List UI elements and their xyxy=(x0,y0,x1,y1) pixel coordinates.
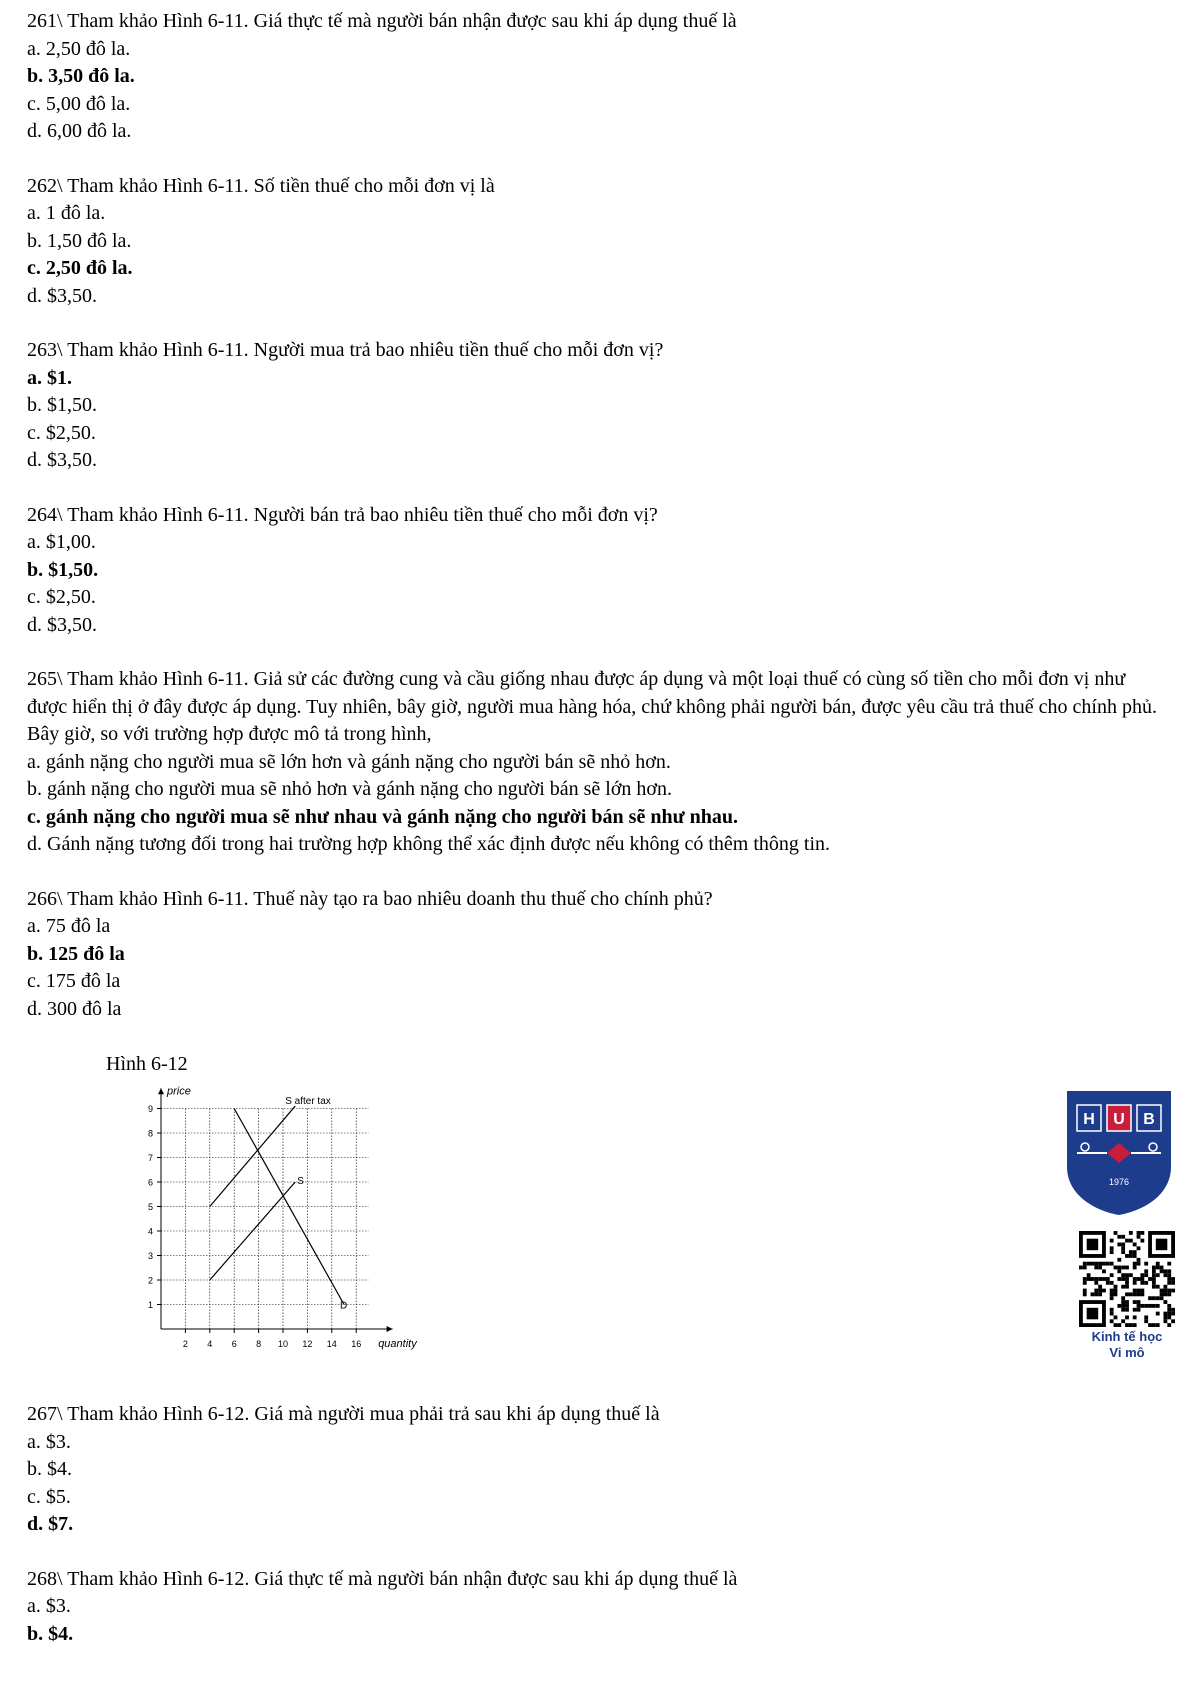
qr-module xyxy=(1167,1292,1171,1296)
qr-module xyxy=(1167,1277,1171,1281)
qr-module xyxy=(1129,1239,1133,1243)
option-b: b. 1,50 đô la. xyxy=(27,229,132,252)
qr-module xyxy=(1156,1262,1160,1266)
qr-module xyxy=(1140,1281,1144,1285)
qr-module xyxy=(1156,1266,1160,1270)
qr-module xyxy=(1137,1292,1141,1296)
qr-module xyxy=(1110,1319,1114,1323)
series-s-after-tax xyxy=(210,1106,295,1206)
qr-module xyxy=(1171,1312,1175,1316)
qr-module xyxy=(1117,1323,1121,1327)
qr-module xyxy=(1083,1292,1087,1296)
option-a: a. gánh nặng cho người mua sẽ lớn hơn và gánh nặng cho người bán sẽ nhỏ hơn. xyxy=(27,750,671,773)
qr-module xyxy=(1098,1292,1102,1296)
figure-block xyxy=(27,1051,1167,1381)
qr-module xyxy=(1137,1304,1141,1308)
qr-module xyxy=(1125,1300,1129,1304)
qr-module xyxy=(1148,1277,1152,1281)
qr-module xyxy=(1171,1281,1175,1285)
qr-module xyxy=(1102,1289,1106,1293)
figure-title: Hình 6-12 xyxy=(106,1053,188,1075)
qr-module xyxy=(1156,1273,1160,1277)
qr-module xyxy=(1098,1266,1102,1270)
qr-module xyxy=(1087,1277,1091,1281)
hub-logo xyxy=(1063,1087,1175,1219)
qr-module xyxy=(1102,1262,1106,1266)
x-tick-label: 2 xyxy=(182,1339,188,1349)
qr-module xyxy=(1117,1258,1121,1262)
qr-module xyxy=(1121,1296,1125,1300)
y-axis-label: price xyxy=(167,1085,191,1098)
qr-module xyxy=(1140,1277,1144,1281)
x-tick-label: 12 xyxy=(302,1339,313,1349)
qr-finder xyxy=(1087,1308,1099,1320)
qr-module xyxy=(1094,1292,1098,1296)
logo-letter-b: B xyxy=(1143,1111,1155,1128)
qr-module xyxy=(1140,1289,1144,1293)
qr-module xyxy=(1160,1296,1164,1300)
qr-module xyxy=(1114,1323,1118,1327)
qr-module xyxy=(1137,1246,1141,1250)
qr-module xyxy=(1133,1308,1137,1312)
x-tick-label: 16 xyxy=(351,1339,362,1349)
qr-module xyxy=(1094,1289,1098,1293)
qr-module xyxy=(1140,1231,1144,1235)
qr-module xyxy=(1171,1319,1175,1323)
series-d xyxy=(234,1109,344,1305)
qr-module xyxy=(1121,1285,1125,1289)
option-c: c. $2,50. xyxy=(27,586,96,608)
qr-module xyxy=(1156,1323,1160,1327)
qr-module xyxy=(1098,1285,1102,1289)
qr-module xyxy=(1110,1292,1114,1296)
footer-label xyxy=(1077,1329,1177,1361)
question-stem: 263\ Tham khảo Hình 6-11. Người mua trả bao nhiêu tiền thuế cho mỗi đơn vị? xyxy=(27,339,664,361)
qr-module xyxy=(1156,1296,1160,1300)
qr-module xyxy=(1110,1239,1114,1243)
qr-module xyxy=(1121,1250,1125,1254)
qr-module xyxy=(1129,1292,1133,1296)
qr-module xyxy=(1152,1281,1156,1285)
qr-finder xyxy=(1087,1239,1099,1251)
x-tick-label: 4 xyxy=(207,1339,213,1349)
qr-module xyxy=(1110,1281,1114,1285)
option-d: d. $3,50. xyxy=(27,284,97,307)
qr-module xyxy=(1156,1312,1160,1316)
qr-module xyxy=(1167,1262,1171,1266)
qr-module xyxy=(1137,1277,1141,1281)
qr-module xyxy=(1171,1308,1175,1312)
qr-module xyxy=(1098,1289,1102,1293)
question-stem: 268\ Tham khảo Hình 6-12. Giá thực tế mà người bán nhận được sau khi áp dụng thuế là xyxy=(27,1567,738,1590)
qr-module xyxy=(1117,1266,1121,1270)
qr-module xyxy=(1137,1262,1141,1266)
option-a: a. 2,50 đô la. xyxy=(27,37,131,60)
y-tick-label: 4 xyxy=(147,1226,153,1237)
qr-module xyxy=(1091,1277,1095,1281)
qr-module xyxy=(1129,1250,1133,1254)
qr-module xyxy=(1144,1319,1148,1323)
qr-module xyxy=(1167,1281,1171,1285)
series-label-s: S xyxy=(297,1176,304,1187)
qr-module xyxy=(1133,1300,1137,1304)
document-page xyxy=(27,8,1167,1648)
qr-module xyxy=(1152,1304,1156,1308)
qr-module xyxy=(1163,1319,1167,1323)
qr-module xyxy=(1140,1304,1144,1308)
qr-module xyxy=(1163,1285,1167,1289)
qr-module xyxy=(1133,1315,1137,1319)
qr-module xyxy=(1144,1281,1148,1285)
qr-module xyxy=(1110,1246,1114,1250)
qr-module xyxy=(1167,1269,1171,1273)
qr-module xyxy=(1125,1304,1129,1308)
question-stem: 264\ Tham khảo Hình 6-11. Người bán trả bao nhiêu tiền thuế cho mỗi đơn vị? xyxy=(27,503,658,526)
qr-module xyxy=(1167,1273,1171,1277)
qr-module xyxy=(1102,1269,1106,1273)
qr-module xyxy=(1106,1262,1110,1266)
y-tick-label: 7 xyxy=(147,1153,153,1163)
qr-module xyxy=(1125,1315,1129,1319)
option-b: b. 125 đô la xyxy=(27,942,125,965)
option-c: c. $5. xyxy=(27,1485,71,1508)
qr-code xyxy=(1079,1231,1175,1327)
qr-module xyxy=(1114,1285,1118,1289)
question-stem: 267\ Tham khảo Hình 6-12. Giá mà người mua phải trả sau khi áp dụng thuế là xyxy=(27,1403,660,1425)
qr-module xyxy=(1133,1292,1137,1296)
question-stem: 261\ Tham khảo Hình 6-11. Giá thực tế mà người bán nhận được sau khi áp dụng thuế là xyxy=(27,10,737,32)
qr-module xyxy=(1167,1289,1171,1293)
option-d: d. $7. xyxy=(27,1513,74,1535)
supply-demand-chart xyxy=(117,1079,497,1379)
qr-module xyxy=(1129,1273,1133,1277)
qr-module xyxy=(1137,1231,1141,1235)
qr-module xyxy=(1163,1289,1167,1293)
qr-module xyxy=(1152,1269,1156,1273)
qr-module xyxy=(1117,1243,1121,1247)
question-267 xyxy=(27,1401,1167,1539)
qr-module xyxy=(1087,1262,1091,1266)
qr-module xyxy=(1079,1266,1083,1270)
qr-module xyxy=(1121,1300,1125,1304)
qr-module xyxy=(1121,1273,1125,1277)
x-tick-label: 8 xyxy=(256,1339,262,1349)
qr-module xyxy=(1160,1269,1164,1273)
qr-module xyxy=(1144,1262,1148,1266)
qr-module xyxy=(1152,1266,1156,1270)
qr-module xyxy=(1083,1289,1087,1293)
option-d: d. Gánh nặng tương đối trong hai trường hợp không thể xác định được nếu không có thêm thông tin. xyxy=(27,833,831,855)
qr-module xyxy=(1121,1277,1125,1281)
qr-module xyxy=(1094,1266,1098,1270)
qr-module xyxy=(1140,1239,1144,1243)
qr-module xyxy=(1133,1254,1137,1258)
qr-module xyxy=(1129,1231,1133,1235)
qr-module xyxy=(1087,1273,1091,1277)
option-c: c. 175 đô la xyxy=(27,970,121,992)
x-tick-label: 6 xyxy=(231,1339,237,1349)
qr-module xyxy=(1114,1289,1118,1293)
option-c: c. $2,50. xyxy=(27,421,96,444)
qr-module xyxy=(1152,1277,1156,1281)
qr-module xyxy=(1083,1266,1087,1270)
option-b: b. $1,50. xyxy=(27,558,99,581)
qr-module xyxy=(1137,1289,1141,1293)
qr-module xyxy=(1160,1292,1164,1296)
qr-module xyxy=(1163,1300,1167,1304)
qr-module xyxy=(1167,1312,1171,1316)
question-261 xyxy=(27,8,1167,146)
qr-module xyxy=(1125,1308,1129,1312)
chart-series xyxy=(210,1106,344,1304)
qr-module xyxy=(1129,1323,1133,1327)
qr-module xyxy=(1094,1281,1098,1285)
qr-module xyxy=(1117,1235,1121,1239)
qr-module xyxy=(1148,1323,1152,1327)
qr-module xyxy=(1152,1273,1156,1277)
qr-module xyxy=(1106,1277,1110,1281)
qr-module xyxy=(1121,1243,1125,1247)
qr-module xyxy=(1167,1308,1171,1312)
qr-module xyxy=(1133,1262,1137,1266)
qr-module xyxy=(1160,1289,1164,1293)
qr-module xyxy=(1110,1262,1114,1266)
qr-module xyxy=(1083,1281,1087,1285)
question-263 xyxy=(27,337,1167,475)
qr-module xyxy=(1121,1235,1125,1239)
qr-module xyxy=(1137,1235,1141,1239)
qr-module xyxy=(1129,1254,1133,1258)
logo-letter-h: H xyxy=(1083,1111,1095,1128)
qr-module xyxy=(1125,1285,1129,1289)
qr-module xyxy=(1163,1312,1167,1316)
qr-module xyxy=(1121,1308,1125,1312)
qr-module xyxy=(1160,1266,1164,1270)
option-a: a. $3. xyxy=(27,1595,71,1617)
question-262 xyxy=(27,173,1167,311)
qr-module xyxy=(1140,1273,1144,1277)
question-264 xyxy=(27,502,1167,640)
qr-module xyxy=(1125,1281,1129,1285)
question-stem: 265\ Tham khảo Hình 6-11. Giả sử các đường cung và cầu giống nhau được áp dụng và một loại thuế có cùng số tiền cho mỗi đơn vị như được hiển thị ở đây được áp dụng. Tuy nhiên, bây giờ, người mua hàng hóa, chứ không phải người bán, được yêu cầu trả thuế cho chính phủ. Bây giờ, so với trường hợp được mô tả trong hình, xyxy=(27,668,1157,745)
qr-module xyxy=(1098,1262,1102,1266)
qr-module xyxy=(1114,1266,1118,1270)
question-266 xyxy=(27,886,1167,1024)
qr-module xyxy=(1110,1296,1114,1300)
y-tick-label: 8 xyxy=(147,1128,153,1139)
qr-module xyxy=(1117,1277,1121,1281)
qr-module xyxy=(1125,1239,1129,1243)
qr-module xyxy=(1091,1292,1095,1296)
qr-module xyxy=(1114,1292,1118,1296)
question-265 xyxy=(27,666,1167,859)
qr-module xyxy=(1117,1269,1121,1273)
qr-module xyxy=(1110,1250,1114,1254)
y-tick-label: 2 xyxy=(147,1275,153,1286)
qr-module xyxy=(1098,1277,1102,1281)
qr-module xyxy=(1114,1231,1118,1235)
qr-module xyxy=(1083,1262,1087,1266)
qr-module xyxy=(1125,1254,1129,1258)
qr-module xyxy=(1137,1308,1141,1312)
option-b: b. 3,50 đô la. xyxy=(27,65,135,87)
x-tick-label: 14 xyxy=(326,1339,337,1349)
qr-module xyxy=(1121,1304,1125,1308)
question-268 xyxy=(27,1566,1167,1649)
logo-year: 1976 xyxy=(1108,1177,1130,1187)
qr-module xyxy=(1091,1262,1095,1266)
axis-ticks xyxy=(148,1104,361,1349)
qr-module xyxy=(1125,1292,1129,1296)
option-b: b. $4. xyxy=(27,1458,72,1480)
option-b: b. $4. xyxy=(27,1622,74,1645)
qr-module xyxy=(1106,1281,1110,1285)
y-tick-label: 5 xyxy=(147,1202,153,1212)
option-b: b. gánh nặng cho người mua sẽ nhỏ hơn và gánh nặng cho người bán sẽ lớn hơn. xyxy=(27,778,672,800)
series-label-d: D xyxy=(340,1300,348,1312)
series-label-s-after-tax: S after tax xyxy=(285,1096,331,1108)
qr-module xyxy=(1133,1289,1137,1293)
qr-module xyxy=(1144,1273,1148,1277)
y-tick-label: 6 xyxy=(147,1177,153,1188)
qr-module xyxy=(1156,1304,1160,1308)
qr-module xyxy=(1171,1289,1175,1293)
option-b: b. $1,50. xyxy=(27,394,97,416)
qr-module xyxy=(1148,1304,1152,1308)
option-a: a. $1. xyxy=(27,366,72,389)
footer-line-2: Vi mô xyxy=(1109,1345,1145,1360)
qr-module xyxy=(1114,1315,1118,1319)
logo-letter-u: U xyxy=(1113,1111,1125,1128)
qr-module xyxy=(1144,1269,1148,1273)
option-c: c. 5,00 đô la. xyxy=(27,92,131,115)
qr-module xyxy=(1102,1277,1106,1281)
qr-module xyxy=(1133,1250,1137,1254)
qr-finder xyxy=(1156,1239,1168,1251)
qr-module xyxy=(1152,1296,1156,1300)
qr-module xyxy=(1133,1281,1137,1285)
option-a: a. $3. xyxy=(27,1430,71,1453)
qr-module xyxy=(1163,1269,1167,1273)
qr-module xyxy=(1133,1323,1137,1327)
qr-module xyxy=(1144,1304,1148,1308)
option-a: a. $1,00. xyxy=(27,531,96,553)
qr-module xyxy=(1152,1285,1156,1289)
y-tick-label: 1 xyxy=(147,1300,153,1310)
qr-module xyxy=(1125,1273,1129,1277)
option-d: d. 6,00 đô la. xyxy=(27,120,132,142)
question-stem: 266\ Tham khảo Hình 6-11. Thuế này tạo ra bao nhiêu doanh thu thuế cho chính phủ? xyxy=(27,887,713,910)
qr-module xyxy=(1144,1315,1148,1319)
qr-module xyxy=(1110,1312,1114,1316)
qr-module xyxy=(1094,1262,1098,1266)
option-c: c. gánh nặng cho người mua sẽ như nhau và gánh nặng cho người bán sẽ như nhau. xyxy=(27,805,738,828)
qr-module xyxy=(1125,1266,1129,1270)
option-d: d. 300 đô la xyxy=(27,997,122,1020)
qr-module xyxy=(1137,1258,1141,1262)
qr-module xyxy=(1110,1289,1114,1293)
option-d: d. $3,50. xyxy=(27,613,97,636)
qr-module xyxy=(1148,1296,1152,1300)
footer-line-1: Kinh tế học xyxy=(1091,1329,1163,1344)
y-tick-label: 3 xyxy=(147,1251,153,1261)
qr-module xyxy=(1156,1285,1160,1289)
question-stem: 262\ Tham khảo Hình 6-11. Số tiền thuế cho mỗi đơn vị là xyxy=(27,174,495,197)
qr-module xyxy=(1121,1246,1125,1250)
qr-module xyxy=(1133,1266,1137,1270)
qr-module xyxy=(1167,1323,1171,1327)
y-tick-label: 9 xyxy=(147,1104,153,1114)
qr-module xyxy=(1110,1308,1114,1312)
qr-module xyxy=(1125,1323,1129,1327)
qr-module xyxy=(1121,1319,1125,1323)
qr-module xyxy=(1140,1292,1144,1296)
qr-module xyxy=(1133,1243,1137,1247)
x-tick-label: 10 xyxy=(277,1339,289,1349)
qr-module xyxy=(1094,1277,1098,1281)
qr-module xyxy=(1137,1300,1141,1304)
qr-module xyxy=(1163,1315,1167,1319)
qr-module xyxy=(1152,1323,1156,1327)
x-axis-label: quantity xyxy=(378,1338,417,1350)
qr-module xyxy=(1121,1266,1125,1270)
qr-module xyxy=(1163,1273,1167,1277)
qr-module xyxy=(1110,1273,1114,1277)
option-c: c. 2,50 đô la. xyxy=(27,257,133,279)
qr-module xyxy=(1083,1277,1087,1281)
qr-module xyxy=(1167,1315,1171,1319)
qr-module xyxy=(1133,1277,1137,1281)
qr-module xyxy=(1125,1277,1129,1281)
option-d: d. $3,50. xyxy=(27,449,97,471)
qr-module xyxy=(1167,1304,1171,1308)
qr-module xyxy=(1171,1277,1175,1281)
qr-module xyxy=(1163,1292,1167,1296)
option-a: a. 75 đô la xyxy=(27,915,111,937)
qr-module xyxy=(1117,1304,1121,1308)
option-a: a. 1 đô la. xyxy=(27,202,106,224)
